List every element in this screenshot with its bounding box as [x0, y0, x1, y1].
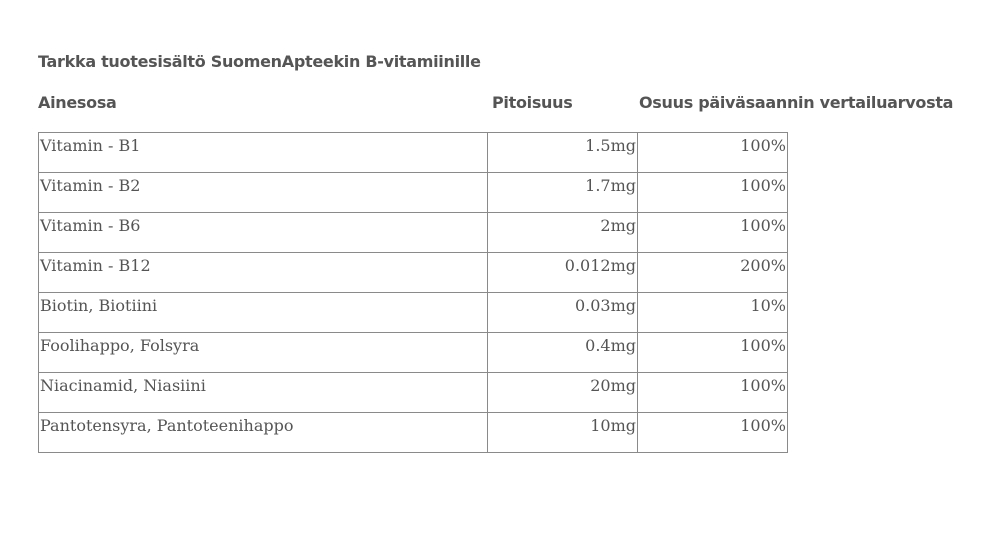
table-row	[39, 333, 788, 373]
ingredient-cell: Vitamin - B1	[39, 133, 488, 173]
table-caption: Tarkka tuotesisältö SuomenApteekin B-vitamiinille	[38, 52, 481, 71]
table-row	[39, 133, 788, 173]
ingredient-cell: Biotin, Biotiini	[39, 293, 488, 333]
amount-cell: 0.4mg	[488, 333, 638, 373]
ingredient-cell: Vitamin - B2	[39, 173, 488, 213]
ingredient-cell: Vitamin - B12	[39, 253, 488, 293]
share-cell: 100%	[638, 173, 788, 213]
column-header-ingredient: Ainesosa	[38, 93, 117, 112]
column-header-share: Osuus päiväsaannin vertailuarvosta	[639, 93, 954, 112]
nutrient-table	[38, 132, 788, 453]
table-row	[39, 213, 788, 253]
ingredient-cell: Foolihappo, Folsyra	[39, 333, 488, 373]
table-row	[39, 173, 788, 213]
nutrient-table-body	[39, 133, 788, 453]
table-row	[39, 253, 788, 293]
amount-cell: 10mg	[488, 413, 638, 453]
table-row	[39, 413, 788, 453]
share-cell: 100%	[638, 333, 788, 373]
table-row	[39, 373, 788, 413]
share-cell: 100%	[638, 413, 788, 453]
table-row	[39, 293, 788, 333]
amount-cell: 20mg	[488, 373, 638, 413]
share-cell: 200%	[638, 253, 788, 293]
column-header-amount: Pitoisuus	[492, 93, 573, 112]
ingredient-cell: Niacinamid, Niasiini	[39, 373, 488, 413]
amount-cell: 2mg	[488, 213, 638, 253]
amount-cell: 1.7mg	[488, 173, 638, 213]
amount-cell: 0.012mg	[488, 253, 638, 293]
share-cell: 100%	[638, 373, 788, 413]
share-cell: 100%	[638, 213, 788, 253]
amount-cell: 1.5mg	[488, 133, 638, 173]
ingredient-cell: Pantotensyra, Pantoteenihappo	[39, 413, 488, 453]
ingredient-cell: Vitamin - B6	[39, 213, 488, 253]
share-cell: 10%	[638, 293, 788, 333]
share-cell: 100%	[638, 133, 788, 173]
amount-cell: 0.03mg	[488, 293, 638, 333]
